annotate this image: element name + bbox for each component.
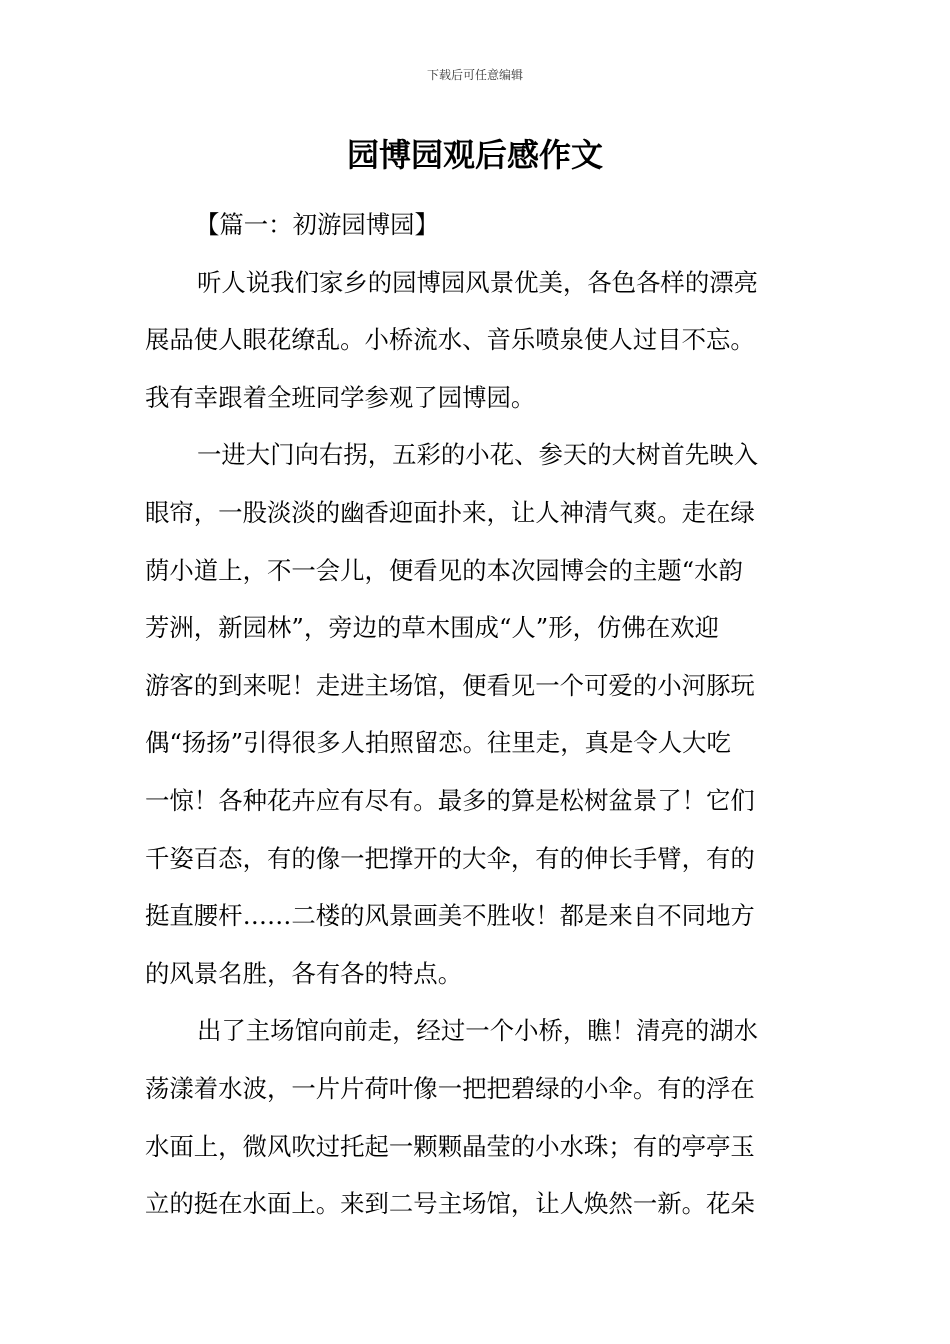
- paragraph-line: 听人说我们家乡的园博园风景优美，各色各样的漂亮: [197, 267, 758, 297]
- paragraph-line: 挺直腰杆……二楼的风景画美不胜收！都是来自不同地方: [145, 901, 755, 931]
- paragraph-line: 立的挺在水面上。来到二号主场馆，让人焕然一新。花朵: [145, 1189, 755, 1219]
- paragraph-line: 荡漾着水波，一片片荷叶像一把把碧绿的小伞。有的浮在: [145, 1073, 755, 1103]
- paragraph-line: 展品使人眼花缭乱。小桥流水、音乐喷泉使人过目不忘。: [145, 325, 755, 355]
- paragraph-line: 出了主场馆向前走，经过一个小桥，瞧！清亮的湖水: [197, 1016, 758, 1046]
- paragraph-2: [145, 426, 805, 1002]
- paragraph-line: 偶“扬扬”引得很多人拍照留恋。往里走，真是令人大吃: [145, 728, 731, 758]
- section-heading: 【篇一：初游园博园】: [195, 210, 439, 239]
- paragraph-line: 一惊！各种花卉应有尽有。最多的算是松树盆景了！它们: [145, 785, 755, 815]
- paragraph-line: 芳洲，新园林”，旁边的草木围成“人”形，仿佛在欢迎: [145, 613, 720, 643]
- paragraph-line: 眼帘，一股淡淡的幽香迎面扑来，让人神清气爽。走在绿: [145, 497, 755, 527]
- paragraph-line: 荫小道上，不一会儿，便看见的本次园博会的主题“水韵: [145, 555, 743, 585]
- paragraph-line: 我有幸跟着全班同学参观了园博园。: [145, 382, 536, 412]
- document-title: 园博园观后感作文: [346, 136, 603, 174]
- paragraph-line: 水面上，微风吹过托起一颗颗晶莹的小水珠；有的亭亭玉: [145, 1131, 755, 1161]
- document-body: [145, 196, 805, 1233]
- paragraph-line: 一进大门向右拐，五彩的小花、参天的大树首先映入: [197, 440, 758, 470]
- paragraph-line: 的风景名胜，各有各的特点。: [145, 958, 463, 988]
- paragraph-1: [145, 254, 805, 427]
- paragraph-line: 千姿百态，有的像一把撑开的大伞，有的伸长手臂，有的: [145, 843, 755, 873]
- paragraph-3: [145, 1002, 805, 1232]
- paragraph-line: 游客的到来呢！走进主场馆，便看见一个可爱的小河豚玩: [145, 670, 755, 700]
- header-note: 下载后可任意编辑: [426, 68, 523, 82]
